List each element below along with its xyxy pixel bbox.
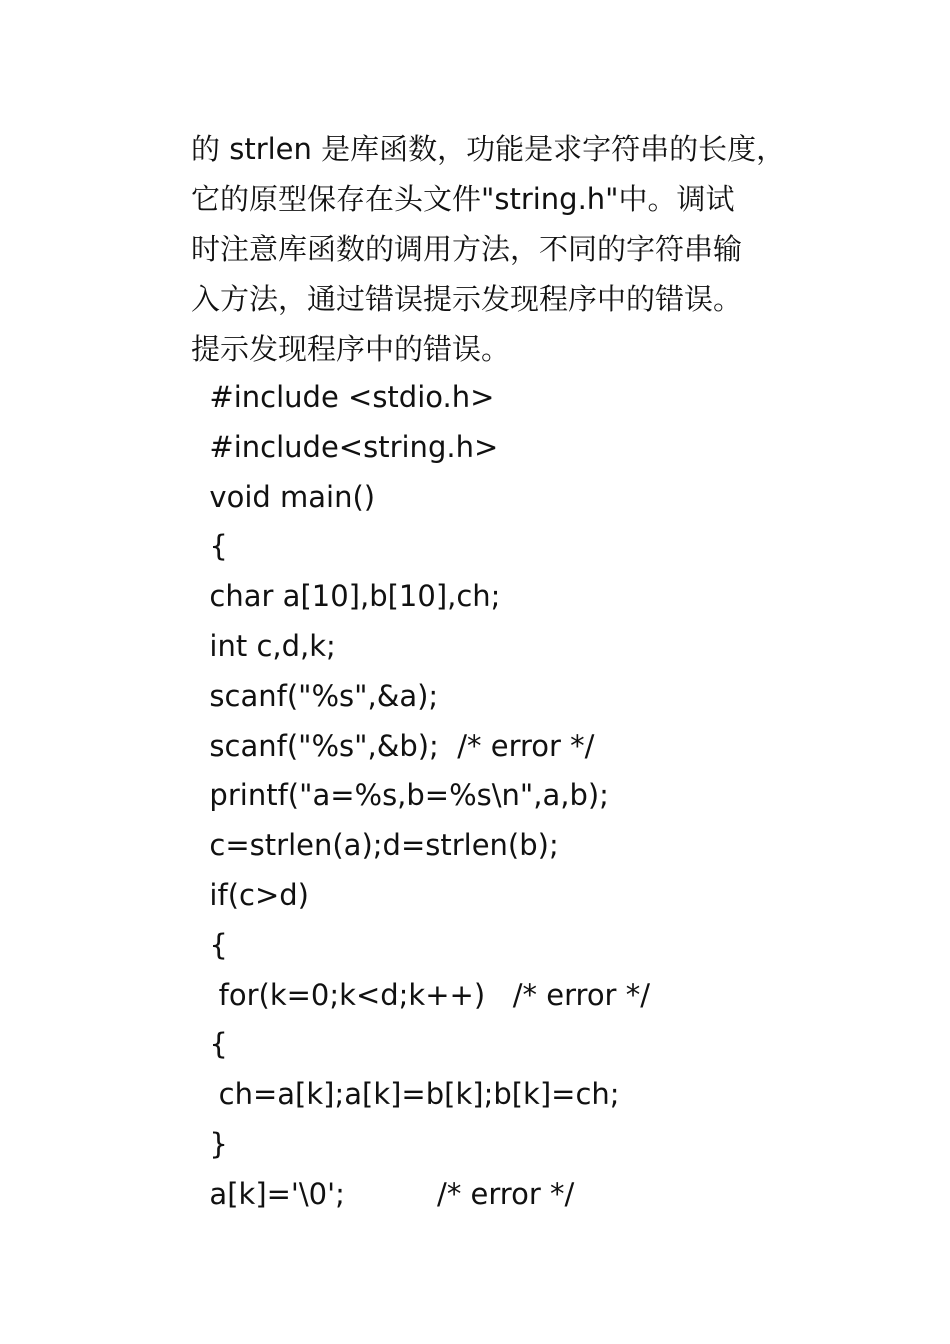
paragraph-line: 入方法，通过错误提示发现程序中的错误。 (191, 282, 743, 316)
code-line: if(c>d) (191, 877, 309, 912)
code-line: scanf("%s",&b); /* error */ (191, 728, 595, 763)
code-line: printf("a=%s,b=%s\n",a,b); (191, 778, 609, 813)
code-line: { (191, 529, 228, 564)
code-line: a[k]='\0'; /* error */ (191, 1176, 575, 1211)
code-listing (191, 373, 831, 1220)
paragraph-line: 它的原型保存在头文件"string.h"中。调试 (191, 182, 735, 216)
code-line: scanf("%s",&a); (191, 678, 439, 713)
code-line: } (191, 1126, 228, 1161)
paragraph-line: 提示发现程序中的错误。 (191, 332, 511, 366)
paragraph-line: 时注意库函数的调用方法，不同的字符串输 (191, 232, 743, 266)
code-line: #include<string.h> (191, 429, 499, 464)
code-line: char a[10],b[10],ch; (191, 579, 501, 614)
code-line: void main() (191, 479, 376, 514)
description-paragraph (191, 124, 831, 374)
code-line: { (191, 1027, 228, 1062)
code-line: c=strlen(a);d=strlen(b); (191, 828, 559, 863)
code-line: { (191, 927, 228, 962)
paragraph-line: 的 strlen 是库函数，功能是求字符串的长度， (191, 132, 786, 166)
code-line: int c,d,k; (191, 628, 336, 663)
code-line: ch=a[k];a[k]=b[k];b[k]=ch; (191, 1077, 620, 1112)
code-line: #include <stdio.h> (191, 380, 495, 414)
code-line: for(k=0;k<d;k++) /* error */ (191, 977, 650, 1012)
